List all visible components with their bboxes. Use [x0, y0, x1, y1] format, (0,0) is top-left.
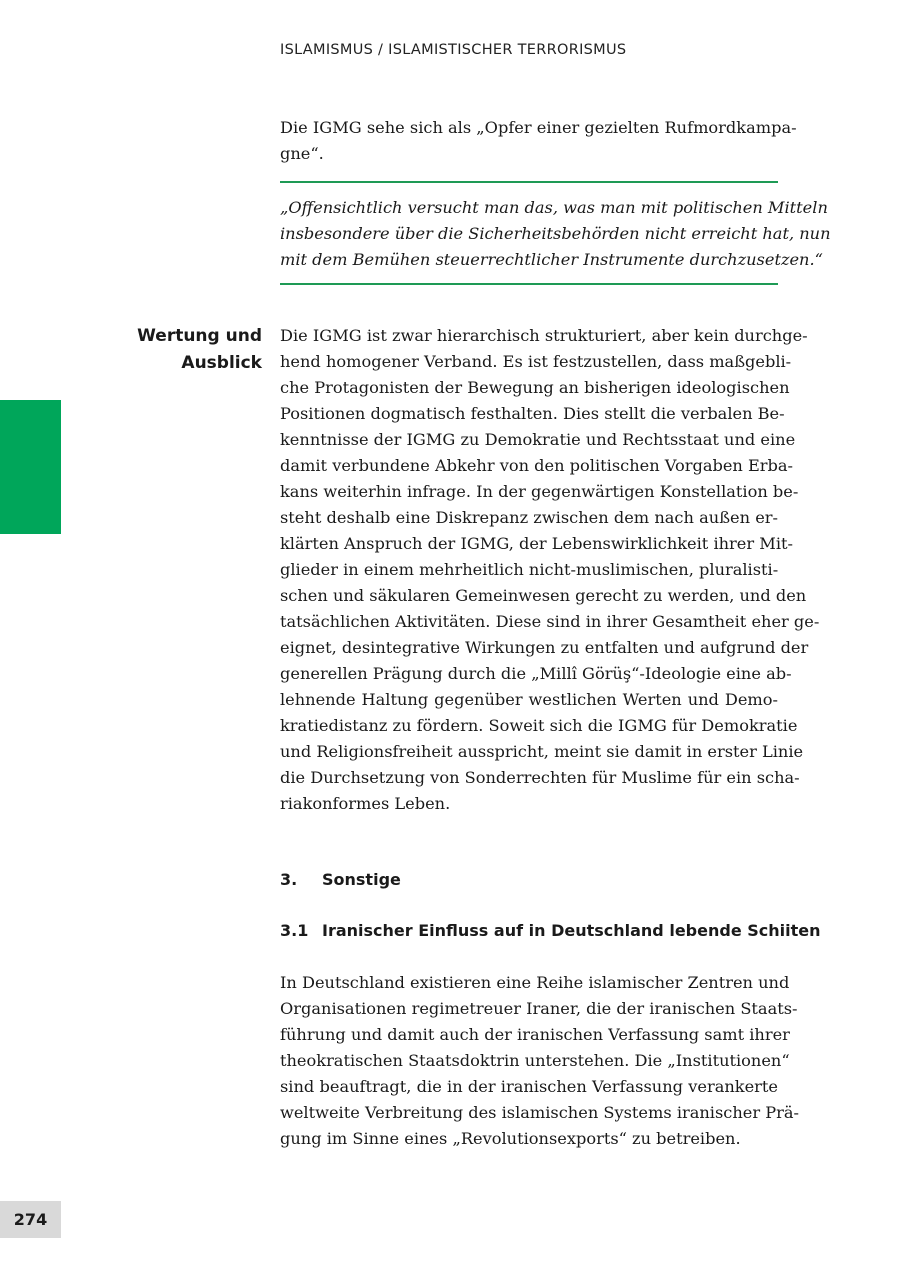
quote-line: insbesondere über die Sicherheitsbehörden nicht erreicht hat, nun	[280, 224, 831, 243]
text-line: Die IGMG ist zwar hierarchisch strukturiert, aber kein durchge-	[280, 326, 808, 345]
text-line: kans weiterhin infrage. In der gegenwärtigen Konstellation be-	[280, 482, 799, 501]
quote-text	[280, 195, 831, 273]
subsection-number: 3.1	[280, 921, 309, 940]
chapter-tab-marker	[0, 400, 61, 534]
text-line: gung im Sinne eines „Revolutionsexports“ zu betreiben.	[280, 1129, 741, 1148]
subsection-title: Iranischer Einfluss auf in Deutschland lebende Schiiten	[322, 921, 821, 940]
text-line: hend homogener Verband. Es ist festzustellen, dass maßgebli-	[280, 352, 792, 371]
text-line: tatsächlichen Aktivitäten. Diese sind in ihrer Gesamtheit eher ge-	[280, 612, 820, 631]
text-line: glieder in einem mehrheitlich nicht-muslimischen, pluralisti-	[280, 560, 779, 579]
text-line: und Religionsfreiheit ausspricht, meint sie damit in erster Linie	[280, 742, 804, 761]
text-line: Positionen dogmatisch festhalten. Dies stellt die verbalen Be-	[280, 404, 785, 423]
text-line: Die IGMG sehe sich als „Opfer einer gezielten Rufmordkampa-	[280, 118, 797, 137]
text-line: schen und säkularen Gemeinwesen gerecht zu werden, und den	[280, 586, 807, 605]
quote-line: „Offensichtlich versucht man das, was man mit politischen Mitteln	[280, 198, 828, 217]
text-line: generellen Prägung durch die „Millî Görüş“-Ideologie eine ab-	[280, 664, 792, 683]
section-heading	[280, 870, 401, 889]
text-line: riakonformes Leben.	[280, 794, 451, 813]
text-line: führung und damit auch der iranischen Verfassung samt ihrer	[280, 1025, 790, 1044]
running-header: ISLAMISMUS / ISLAMISTISCHER TERRORISMUS	[280, 42, 627, 58]
text-line: lehnende Haltung gegenüber westlichen Werten und Demo-	[280, 690, 778, 709]
text-line: Organisationen regimetreuer Iraner, die der iranischen Staats-	[280, 999, 798, 1018]
intro-paragraph	[280, 115, 797, 167]
text-line: kenntnisse der IGMG zu Demokratie und Rechtsstaat und eine	[280, 430, 796, 449]
text-line: klärten Anspruch der IGMG, der Lebenswirklichkeit ihrer Mit-	[280, 534, 793, 553]
margin-heading-line: Ausblick	[181, 353, 262, 373]
text-line: weltweite Verbreitung des islamischen Systems iranischer Prä-	[280, 1103, 799, 1122]
text-line: steht deshalb eine Diskrepanz zwischen dem nach außen er-	[280, 508, 778, 527]
section-number: 3.	[280, 870, 298, 889]
assessment-paragraph	[280, 323, 820, 817]
text-line: damit verbundene Abkehr von den politischen Vorgaben Erba-	[280, 456, 794, 475]
section-title: Sonstige	[322, 870, 401, 889]
iran-paragraph	[280, 970, 799, 1152]
text-line: kratiedistanz zu fördern. Soweit sich die IGMG für Demokratie	[280, 716, 798, 735]
text-line: che Protagonisten der Bewegung an bisherigen ideologischen	[280, 378, 790, 397]
quote-box	[280, 181, 831, 285]
text-line: die Durchsetzung von Sonderrechten für Muslime für ein scha-	[280, 768, 800, 787]
text-line: theokratischen Staatsdoktrin unterstehen. Die „Institutionen“	[280, 1051, 790, 1070]
text-line: eignet, desintegrative Wirkungen zu entfalten und aufgrund der	[280, 638, 809, 657]
margin-heading-line: Wertung und	[137, 326, 262, 346]
subsection-heading	[280, 921, 821, 940]
page-number: 274	[0, 1201, 61, 1238]
quote-line: mit dem Bemühen steuerrechtlicher Instrumente durchzusetzen.“	[280, 250, 823, 269]
text-line: In Deutschland existieren eine Reihe islamischer Zentren und	[280, 973, 790, 992]
margin-heading	[137, 323, 262, 377]
text-line: sind beauftragt, die in der iranischen Verfassung verankerte	[280, 1077, 778, 1096]
text-line: gne“.	[280, 144, 324, 163]
